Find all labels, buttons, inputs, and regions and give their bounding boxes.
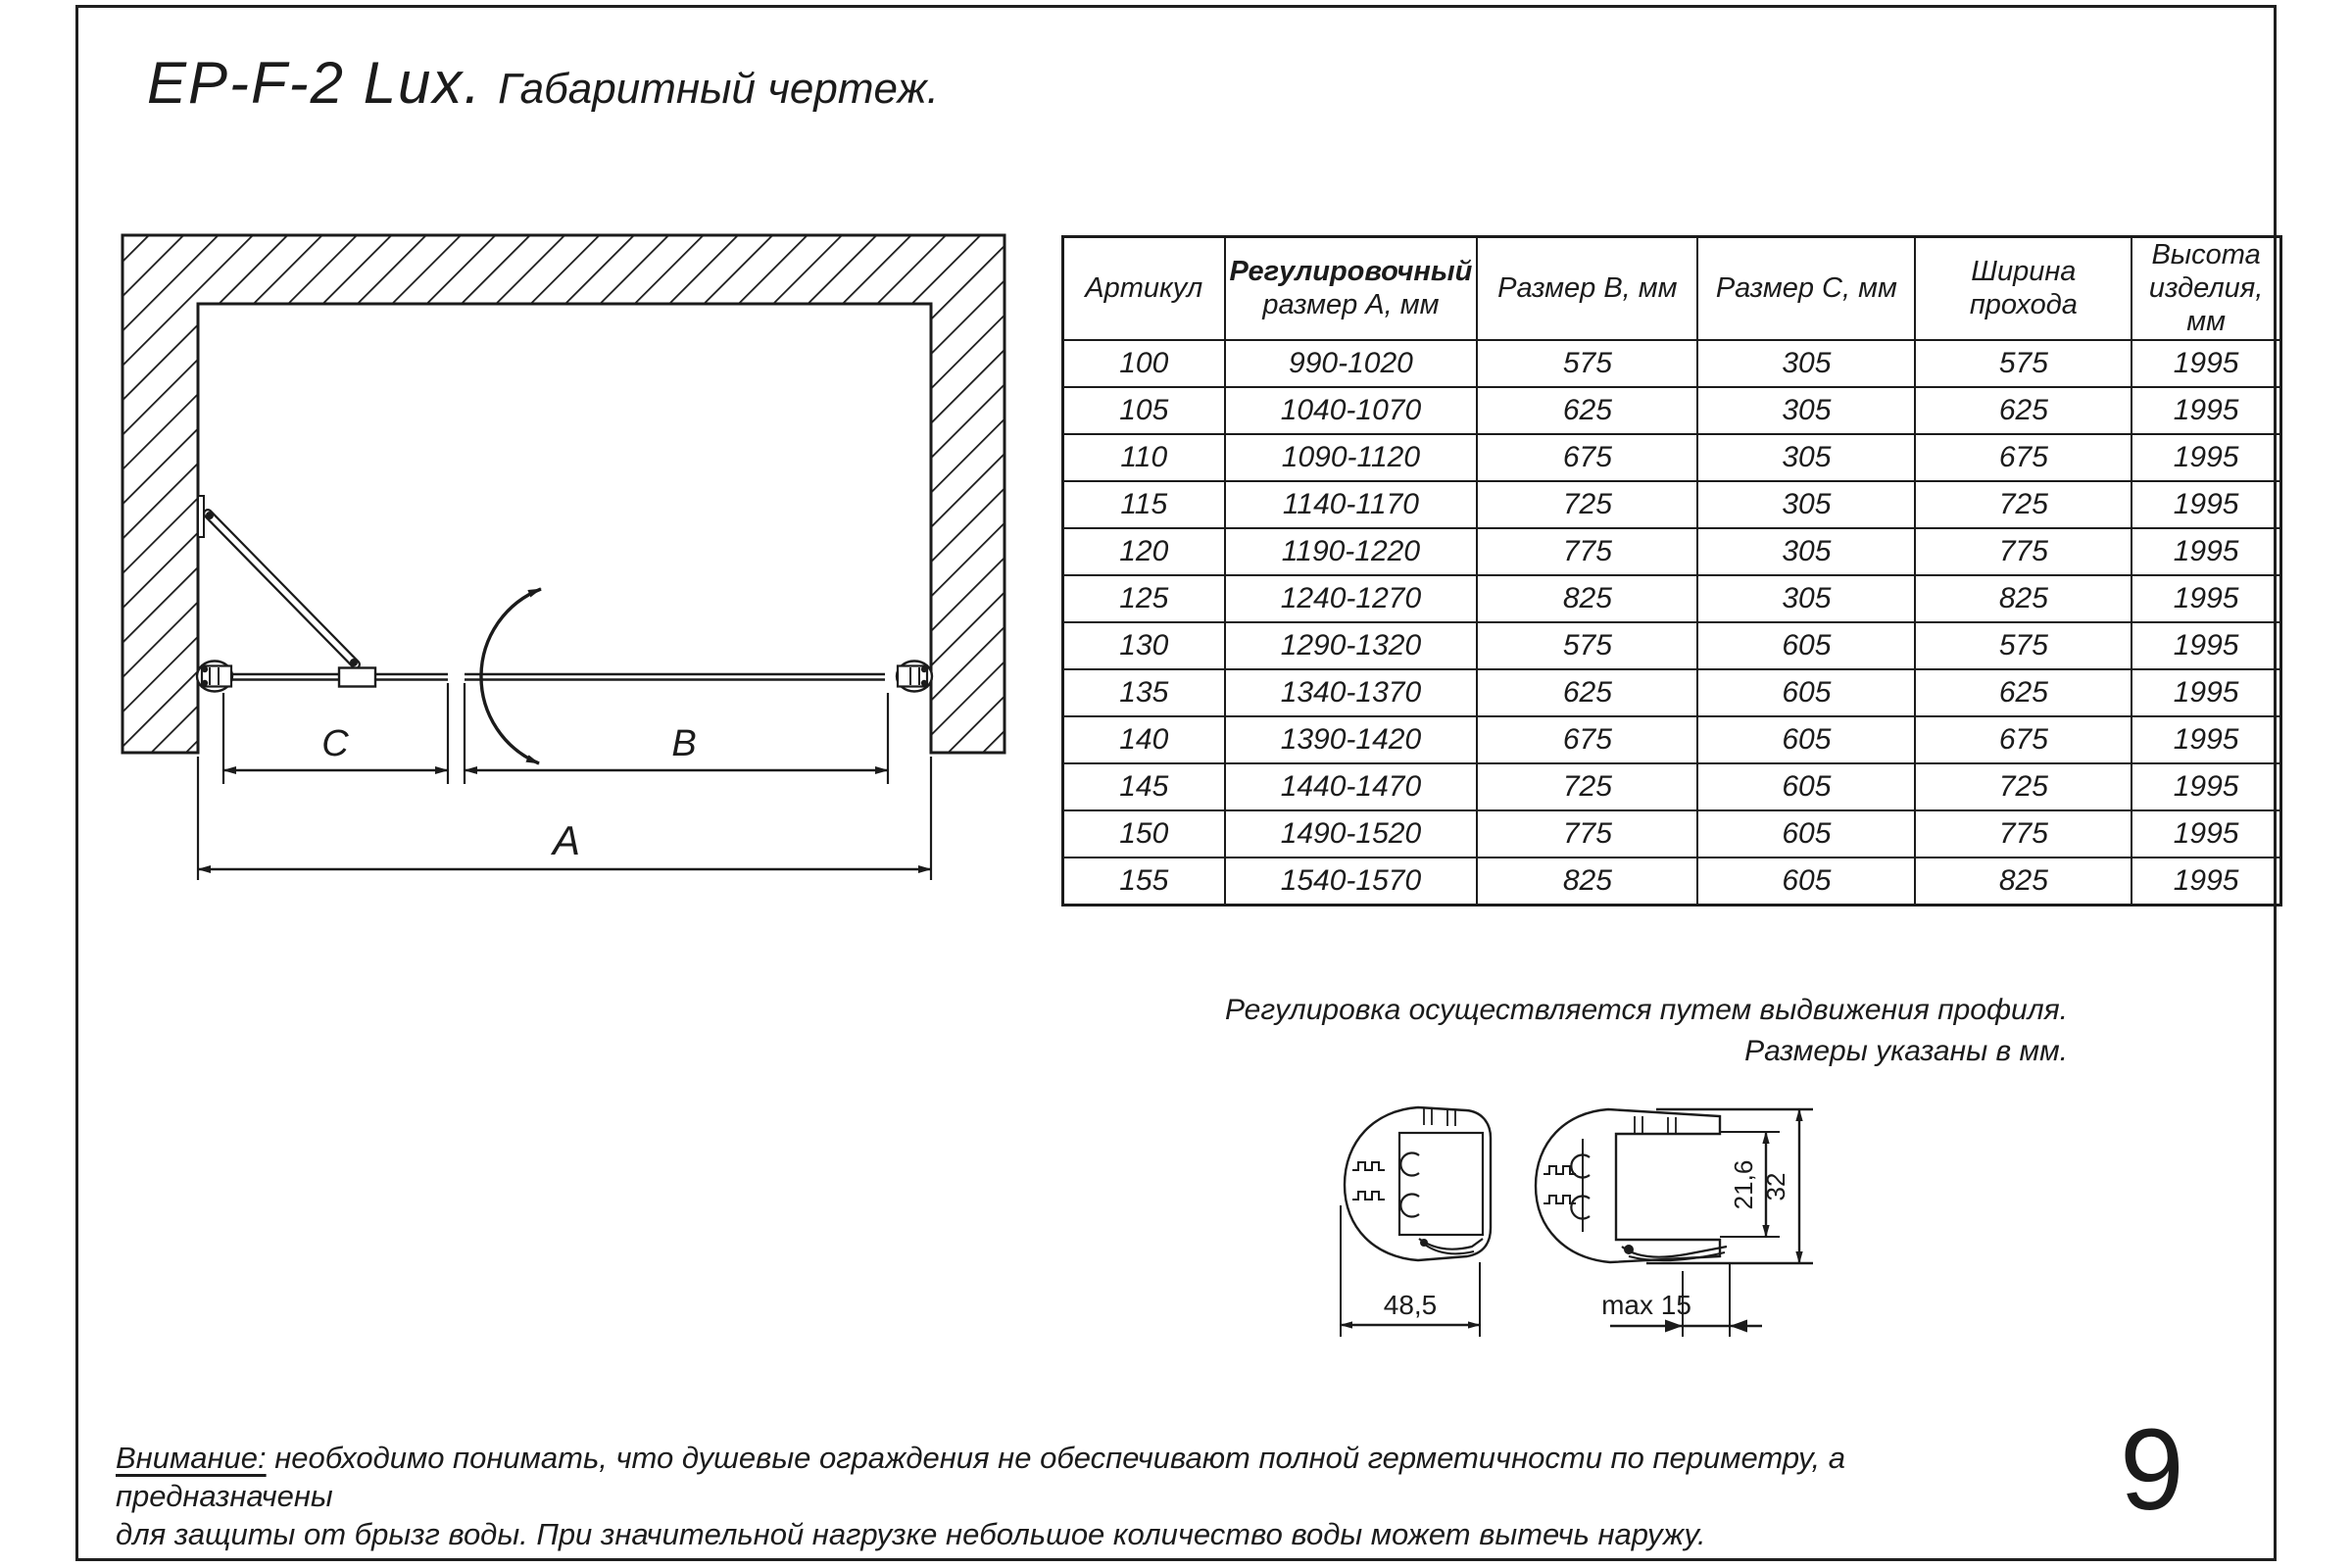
dim-channel-height-value: 21,6 xyxy=(1729,1159,1758,1210)
warning-line-2: для защиты от брызг воды. При значительной нагрузке небольшое количество воды может вытечь наружу. xyxy=(116,1517,1706,1551)
table-cell: 105 xyxy=(1063,387,1225,434)
table-cell: 605 xyxy=(1697,716,1915,763)
table-cell: 1995 xyxy=(2132,528,2280,575)
header-row xyxy=(1063,237,2281,340)
wall-profile-right xyxy=(897,662,932,692)
table-cell: 1995 xyxy=(2132,763,2280,810)
table-cell: 825 xyxy=(1915,575,2132,622)
table-cell: 1040-1070 xyxy=(1225,387,1478,434)
table-cell: 305 xyxy=(1697,575,1915,622)
table-head xyxy=(1063,237,2281,340)
page-number: 9 xyxy=(2120,1405,2184,1535)
table-cell: 675 xyxy=(1915,434,2132,481)
table-cell: 1390-1420 xyxy=(1225,716,1478,763)
title-subtitle: Габаритный чертеж. xyxy=(498,65,939,113)
table-cell: 305 xyxy=(1697,387,1915,434)
table-cell: 150 xyxy=(1063,810,1225,858)
wall-profile-left xyxy=(197,662,232,692)
table-cell: 575 xyxy=(1477,340,1697,387)
support-bar xyxy=(198,496,375,687)
dimension-max-insert xyxy=(1601,1264,1762,1337)
dimension-b xyxy=(465,723,888,770)
table-cell: 1190-1220 xyxy=(1225,528,1478,575)
table-cell: 1995 xyxy=(2132,340,2280,387)
table-cell: 725 xyxy=(1477,763,1697,810)
table-cell: 110 xyxy=(1063,434,1225,481)
table-cell: 125 xyxy=(1063,575,1225,622)
table-cell: 725 xyxy=(1477,481,1697,528)
warning-note xyxy=(116,1439,2036,1553)
table-cell: 140 xyxy=(1063,716,1225,763)
table-cell: 155 xyxy=(1063,858,1225,906)
table-row xyxy=(1063,387,2281,434)
spec-table xyxy=(1061,235,2282,906)
page-title xyxy=(147,49,939,117)
table-body xyxy=(1063,340,2281,906)
column-header: Размер В, мм xyxy=(1477,237,1697,340)
table-row xyxy=(1063,810,2281,858)
table-row xyxy=(1063,528,2281,575)
table-row xyxy=(1063,340,2281,387)
table-cell: 1995 xyxy=(2132,434,2280,481)
table-cell: 605 xyxy=(1697,810,1915,858)
dim-profile-height-value: 32 xyxy=(1761,1172,1790,1201)
column-header: Высота изделия, мм xyxy=(2132,237,2280,340)
warning-line-1: необходимо понимать, что душевые ограждения не обеспечивают полной герметичности по периметру, а предназначены xyxy=(116,1441,1845,1513)
table-cell: 575 xyxy=(1915,622,2132,669)
glass-panels xyxy=(232,674,885,680)
table-cell: 605 xyxy=(1697,858,1915,906)
column-header: Регулировочный размер А, мм xyxy=(1225,237,1478,340)
table-cell: 305 xyxy=(1697,528,1915,575)
table-cell: 575 xyxy=(1477,622,1697,669)
table-row xyxy=(1063,622,2281,669)
table-cell: 825 xyxy=(1477,575,1697,622)
table-cell: 575 xyxy=(1915,340,2132,387)
table-cell: 825 xyxy=(1477,858,1697,906)
profile-section-closed xyxy=(1345,1107,1491,1260)
table-cell: 605 xyxy=(1697,622,1915,669)
note-line-2: Размеры указаны в мм. xyxy=(1744,1035,2068,1067)
table-row xyxy=(1063,763,2281,810)
profile-section-open xyxy=(1536,1109,1727,1262)
table-row xyxy=(1063,716,2281,763)
table-cell: 1995 xyxy=(2132,575,2280,622)
table-row xyxy=(1063,434,2281,481)
table-cell: 1140-1170 xyxy=(1225,481,1478,528)
table-cell: 825 xyxy=(1915,858,2132,906)
table-cell: 1995 xyxy=(2132,858,2280,906)
table-cell: 1240-1270 xyxy=(1225,575,1478,622)
table-cell: 1290-1320 xyxy=(1225,622,1478,669)
table-cell: 120 xyxy=(1063,528,1225,575)
table-cell: 1995 xyxy=(2132,622,2280,669)
table-cell: 145 xyxy=(1063,763,1225,810)
table-cell: 100 xyxy=(1063,340,1225,387)
table-cell: 675 xyxy=(1477,434,1697,481)
table-cell: 305 xyxy=(1697,481,1915,528)
table-cell: 135 xyxy=(1063,669,1225,716)
table-cell: 675 xyxy=(1915,716,2132,763)
dim-label-b: B xyxy=(671,723,697,764)
table-cell: 1490-1520 xyxy=(1225,810,1478,858)
column-header: Артикул xyxy=(1063,237,1225,340)
table-row xyxy=(1063,669,2281,716)
table-cell: 625 xyxy=(1915,387,2132,434)
model-name: EP-F-2 Lux. xyxy=(147,50,483,116)
dim-width-value: 48,5 xyxy=(1383,1290,1438,1320)
table-row xyxy=(1063,858,2281,906)
dim-max-insert-value: max 15 xyxy=(1601,1290,1691,1320)
table-cell: 775 xyxy=(1915,810,2132,858)
table-cell: 775 xyxy=(1477,810,1697,858)
table-cell: 115 xyxy=(1063,481,1225,528)
table-cell: 1090-1120 xyxy=(1225,434,1478,481)
table-cell: 675 xyxy=(1477,716,1697,763)
table-cell: 1995 xyxy=(2132,810,2280,858)
table-cell: 1995 xyxy=(2132,387,2280,434)
table-cell: 625 xyxy=(1477,387,1697,434)
door-swing-arc xyxy=(481,589,541,763)
table-cell: 305 xyxy=(1697,340,1915,387)
table-cell: 1340-1370 xyxy=(1225,669,1478,716)
table-cell: 1995 xyxy=(2132,669,2280,716)
column-header: Ширина прохода xyxy=(1915,237,2132,340)
table-row xyxy=(1063,481,2281,528)
column-header: Размер С, мм xyxy=(1697,237,1915,340)
table-cell: 605 xyxy=(1697,669,1915,716)
table-cell: 775 xyxy=(1915,528,2132,575)
table-cell: 725 xyxy=(1915,763,2132,810)
note-line-1: Регулировка осуществляется путем выдвижения профиля. xyxy=(1224,994,2068,1026)
table-cell: 1440-1470 xyxy=(1225,763,1478,810)
dim-label-c: C xyxy=(321,723,349,764)
table-cell: 130 xyxy=(1063,622,1225,669)
table-cell: 1540-1570 xyxy=(1225,858,1478,906)
table-cell: 625 xyxy=(1915,669,2132,716)
adjustment-notes xyxy=(1117,990,2068,1072)
profile-cross-sections xyxy=(1323,1090,1823,1374)
table-cell: 1995 xyxy=(2132,481,2280,528)
table-cell: 605 xyxy=(1697,763,1915,810)
table-row xyxy=(1063,575,2281,622)
table-cell: 990-1020 xyxy=(1225,340,1478,387)
warning-label: Внимание: xyxy=(116,1441,267,1475)
table-cell: 625 xyxy=(1477,669,1697,716)
dimension-a xyxy=(198,817,931,869)
plan-view-drawing xyxy=(98,216,1058,921)
dim-label-a: A xyxy=(552,817,581,863)
table-cell: 775 xyxy=(1477,528,1697,575)
table-cell: 725 xyxy=(1915,481,2132,528)
table-cell: 305 xyxy=(1697,434,1915,481)
dimension-c xyxy=(223,723,448,770)
table-cell: 1995 xyxy=(2132,716,2280,763)
